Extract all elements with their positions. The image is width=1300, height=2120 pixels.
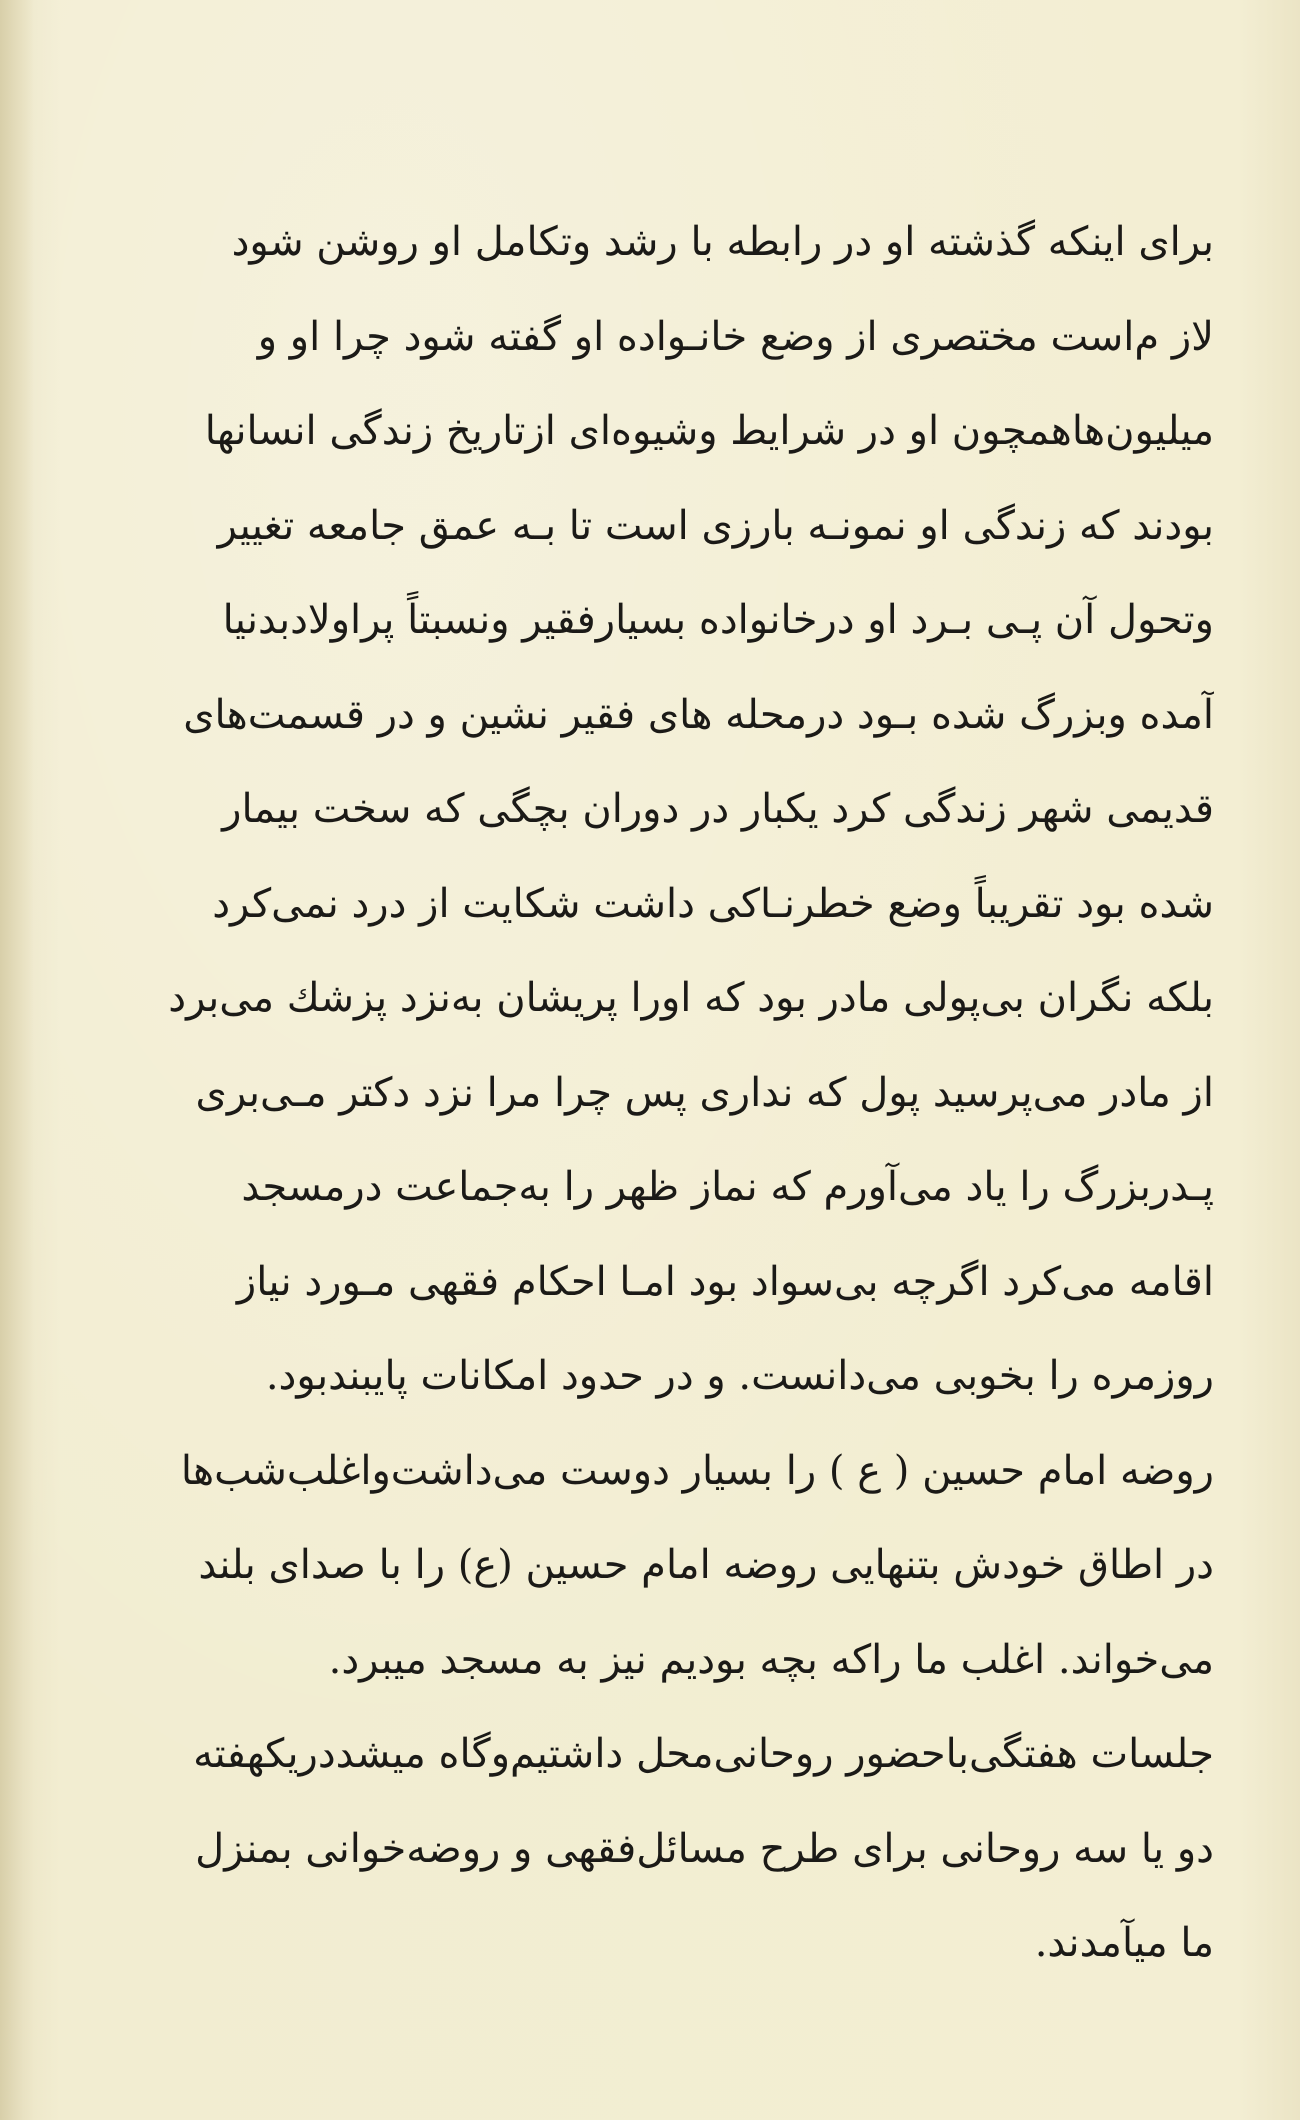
text-line: می‌خواند. اغلب ما راکه بچه بودیم نیز به مسجد میبرد. [328, 1636, 1214, 1683]
text-line: بلکه نگران بی‌پولی مادر بود که اورا پریشان به‌نزد پزشك می‌برد [168, 975, 1214, 1021]
page-gutter-shadow [0, 0, 34, 2120]
text-line: دو یا سه روحانی برای طرح مسائل‌فقهی و روضه‌خوانی بمنزل [195, 1825, 1214, 1872]
text-line: آمده وبزرگ شده بـود درمحله های فقیر نشین و در قسمت‌های [183, 691, 1214, 738]
text-line: برای اینکه گذشته او در رابطه با رشد وتکامل او روشن شود [231, 219, 1214, 265]
text-line: وتحول آن پـی بـرد او درخانواده بسیارفقیر ونسبتاً پراولادبدنیا [222, 597, 1214, 643]
text-line: لاز م‌است مختصری از وضع خانـواده او گفته شود چرا او و [257, 313, 1214, 360]
text-line: روزمره را بخوبی می‌دانست. و در حدود امکانات پایبندبود. [265, 1353, 1214, 1399]
text-line: جلسات هفتگی‌باحضور روحانی‌محل داشتیم‌وگاه میشددریکهفته [193, 1731, 1214, 1777]
text-line: روضه امام حسین ( ع ) را بسیار دوست می‌داشت‌واغلب‌شب‌ها [180, 1447, 1214, 1494]
text-line: از مادر می‌پرسید پول که نداری پس چرا مرا نزد دکتر مـی‌بری [195, 1069, 1214, 1116]
text-line: ما میآمدند. [1034, 1920, 1214, 1966]
text-line: در اطاق خودش بتنهایی روضه امام حسین (ع) را با صدای بلند [198, 1542, 1214, 1588]
text-line: اقامه می‌کرد اگرچه بی‌سواد بود امـا احکام فقهی مـورد نیاز [236, 1258, 1214, 1305]
text-line: شده بود تقریباً وضع خطرنـاکی داشت شکایت از درد نمی‌کرد [212, 880, 1214, 927]
body-text [36, 195, 1214, 1991]
text-line: میلیون‌هاهمچون او در شرایط وشیوه‌ای ازتاریخ زندگی انسانها [204, 408, 1214, 454]
text-line: قدیمی شهر زندگی کرد یکبار در دوران بچگی که سخت بیمار [222, 786, 1214, 832]
text-line: پـدربزرگ را یاد می‌آورم که نماز ظهر را به‌جماعت درمسجد [241, 1164, 1214, 1210]
text-line: بودند که زندگی او نمونـه بارزی است تا بـه عمق جامعه تغییر [217, 502, 1214, 549]
